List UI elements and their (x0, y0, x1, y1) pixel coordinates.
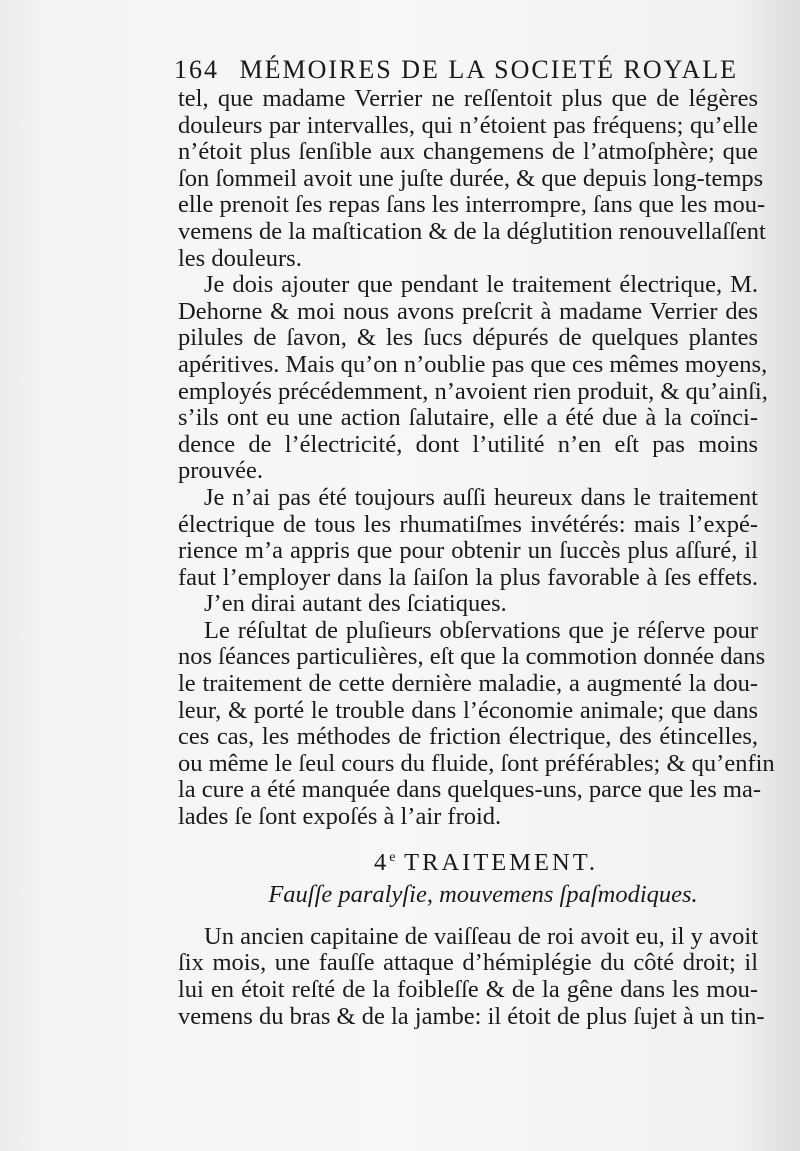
text-line: Un ancien capitaine de vaiſſeau de roi avoit eu, il y avoit (204, 922, 758, 950)
body-text (178, 85, 775, 1030)
text-line: la cure a été manquée dans quelques-uns, parce que les ma- (178, 776, 761, 804)
text-line: nos ſéances particulières, eſt que la commotion donnée dans (178, 643, 766, 671)
text-line: Je dois ajouter que pendant le traitement électrique, M. (204, 271, 758, 299)
section-number: 4 (374, 848, 390, 876)
text-line: ſix mois, une fauſſe attaque d’hémiplégie du côté droit; il (178, 949, 758, 977)
text-line: ou même le ſeul cours du fluide, ſont préférables; & qu’enfin (178, 749, 775, 777)
running-header (174, 55, 739, 85)
text-line: J’en dirai autant des ſciatiques. (204, 590, 507, 618)
text-line: s’ils ont eu une action ſalutaire, elle a été due à la coïnci- (178, 404, 758, 432)
text-line: Dehorne & moi nous avons preſcrit à madame Verrier des (178, 297, 758, 325)
text-line: prouvée. (178, 457, 264, 485)
text-line: dence de l’électricité, dont l’utilité n’en eſt pas moins (178, 430, 758, 458)
paragraph-2 (178, 271, 768, 485)
text-line: apéritives. Mais qu’on n’oublie pas que ces mêmes moyens, (178, 350, 768, 378)
text-line: électrique de tous les rhumatiſmes invétérés: mais l’expé- (178, 510, 758, 538)
paragraph-3 (178, 485, 758, 618)
text-line: Le réſultat de pluſieurs obſervations que je réſerve pour (204, 616, 758, 644)
text-line: ſon ſommeil avoit une juſte durée, & que depuis long-temps (178, 164, 764, 192)
text-line: tel, que madame Verrier ne reſſentoit plus que de légères (178, 85, 758, 112)
text-line: les douleurs. (178, 244, 302, 272)
running-title: MÉMOIRES DE LA SOCIETÉ ROYALE (239, 55, 739, 84)
text-line: lades ſe ſont expoſés à l’air froid. (178, 803, 502, 831)
section-subtitle: Fauſſe paralyſie, mouvemens ſpaſmodiques. (268, 880, 698, 908)
text-line: vemens du bras & de la jambe: il étoit de plus ſujet à un tin- (178, 1002, 765, 1030)
text-line: pilules de ſavon, & les ſucs dépurés de quelques plantes (178, 324, 758, 352)
text-line: faut l’employer dans la ſaiſon la plus favorable à ſes effets. (178, 563, 758, 591)
text-line: Je n’ai pas été toujours auſſi heureux dans le traitement (204, 483, 758, 511)
text-line: n’étoit plus ſenſible aux changemens de l’atmoſphère; que (178, 138, 758, 166)
text-line: leur, & porté le trouble dans l’économie animale; que dans (178, 696, 758, 724)
paragraph-4 (178, 616, 775, 831)
text-line: ces cas, les méthodes de friction électrique, des étincelles, (178, 723, 758, 751)
text-line: vemens de la maſtication & de la déglutition renouvellaſſent (178, 217, 766, 245)
text-line: rience m’a appris que pour obtenir un ſuccès plus aſſuré, il (178, 537, 758, 565)
text-line: employés précédemment, n’avoient rien produit, & qu’ainſi, (178, 377, 768, 405)
section-title: TRAITEMENT. (404, 848, 598, 876)
text-line: elle prenoit ſes repas ſans les interrompre, ſans que les mou- (178, 191, 766, 219)
section-heading (178, 843, 758, 878)
section-number-suffix: e (389, 849, 396, 865)
paragraph-5 (178, 922, 765, 1030)
text-line: le traitement de cette dernière maladie, a augmenté la dou- (178, 670, 758, 698)
text-line: douleurs par intervalles, qui n’étoient pas fréquens; qu’elle (178, 111, 758, 139)
paragraph-1 (178, 85, 766, 272)
page-number: 164 (174, 55, 219, 84)
text-line: lui en étoit reſté de la foibleſſe & de la gêne dans les mou- (178, 975, 758, 1003)
